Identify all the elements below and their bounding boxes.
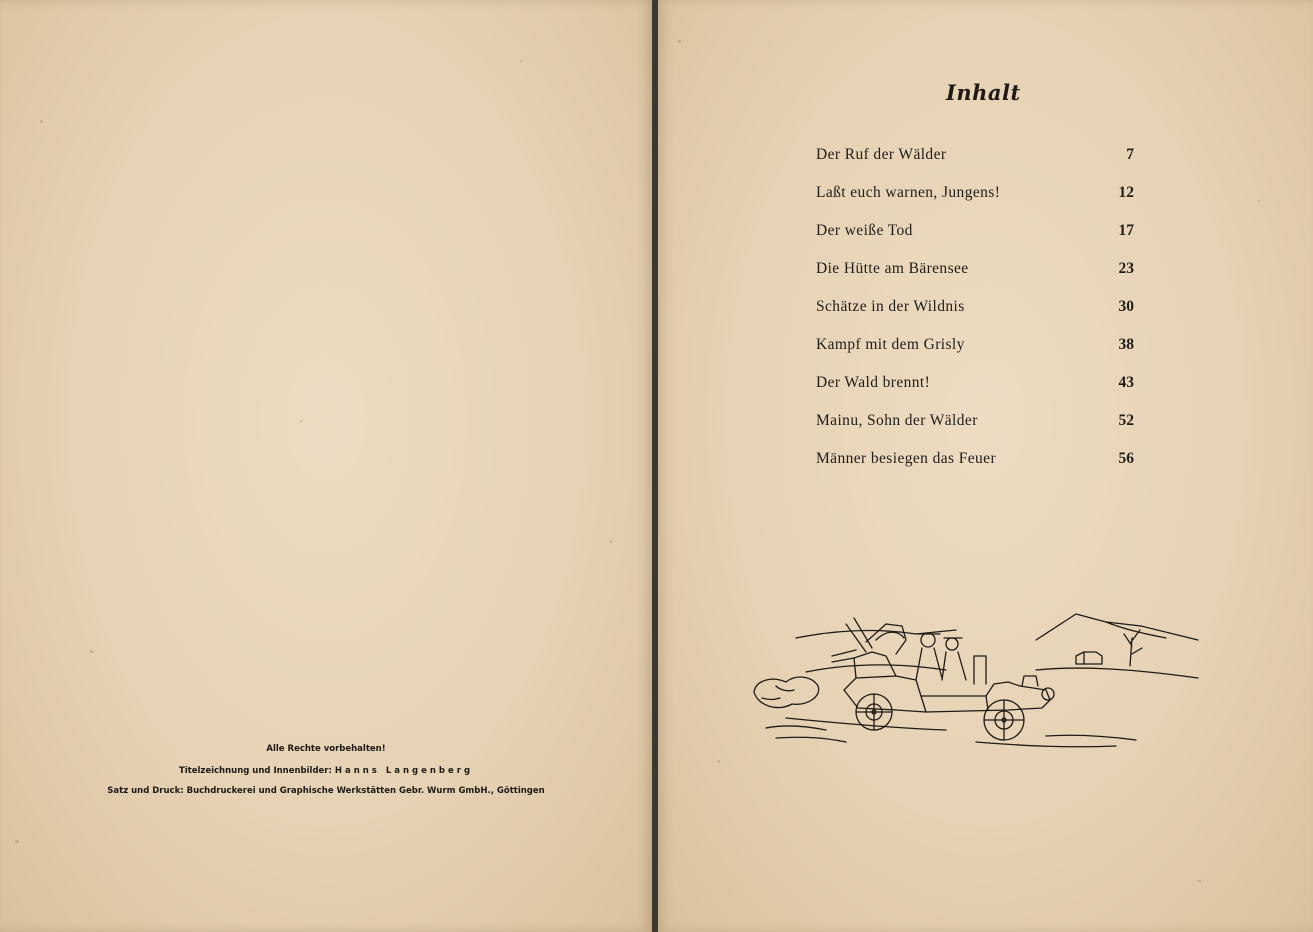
illustrations-label: Titelzeichnung und Innenbilder: bbox=[178, 766, 332, 776]
toc-entry bbox=[816, 298, 1134, 320]
rights-notice: Alle Rechte vorbehalten! bbox=[266, 744, 386, 754]
illustrator-name: Hanns Langenberg bbox=[334, 766, 474, 776]
toc-entry bbox=[816, 260, 1134, 282]
toc-entry-page: 38 bbox=[1118, 336, 1134, 353]
right-page bbox=[658, 0, 1313, 932]
vintage-car-illustration bbox=[746, 600, 1208, 760]
toc-entry-page: 43 bbox=[1118, 374, 1134, 391]
toc-entry bbox=[816, 374, 1134, 396]
toc-entry bbox=[816, 184, 1134, 206]
toc-entry-page: 23 bbox=[1118, 260, 1134, 277]
left-page bbox=[0, 0, 652, 932]
toc-entry-title: Der weiße Tod bbox=[816, 222, 913, 239]
toc-entry-title: Mainu, Sohn der Wälder bbox=[816, 412, 978, 429]
toc-entry bbox=[816, 412, 1134, 434]
toc-entry bbox=[816, 222, 1134, 244]
toc-heading: Inhalt bbox=[946, 80, 1021, 105]
toc-entry-title: Der Ruf der Wälder bbox=[816, 146, 947, 163]
toc-entry-page: 30 bbox=[1118, 298, 1134, 315]
toc-entry-title: Männer besiegen das Feuer bbox=[816, 450, 997, 467]
printer-credit: Satz und Druck: Buchdruckerei und Graphische Werkstätten Gebr. Wurm GmbH., Göttingen bbox=[107, 786, 545, 796]
toc-entry-title: Schätze in der Wildnis bbox=[816, 298, 965, 315]
toc-entry bbox=[816, 336, 1134, 358]
toc-entry-page: 56 bbox=[1118, 450, 1134, 467]
toc-entry-title: Der Wald brennt! bbox=[816, 374, 931, 391]
toc-entry-page: 52 bbox=[1118, 412, 1134, 429]
toc-entry bbox=[816, 146, 1134, 168]
toc-entry-title: Kampf mit dem Grisly bbox=[816, 336, 965, 353]
toc-entry-page: 7 bbox=[1126, 146, 1134, 163]
toc-entry-title: Die Hütte am Bärensee bbox=[816, 260, 969, 277]
toc-entry bbox=[816, 450, 1134, 472]
toc-entry-page: 17 bbox=[1118, 222, 1134, 239]
toc-entry-title: Laßt euch warnen, Jungens! bbox=[816, 184, 1001, 201]
illustrator-credit bbox=[0, 767, 652, 776]
toc-entry-page: 12 bbox=[1118, 184, 1134, 201]
